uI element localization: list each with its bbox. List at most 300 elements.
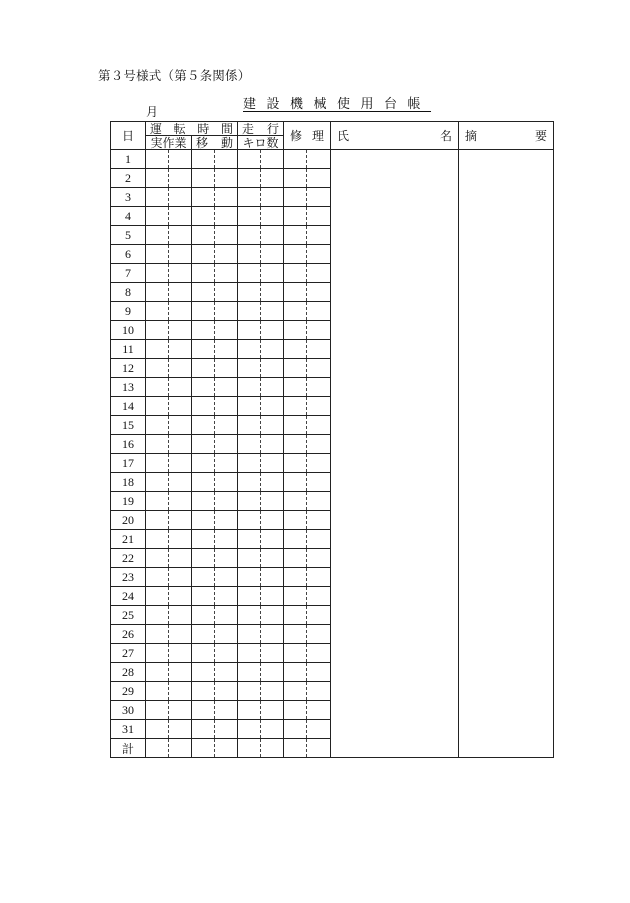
work-entry-cell[interactable]: [169, 606, 192, 625]
summary-column[interactable]: [459, 150, 554, 758]
movement-entry-cell[interactable]: [192, 264, 215, 283]
work-entry-cell[interactable]: [146, 644, 169, 663]
movement-entry-cell[interactable]: [215, 701, 238, 720]
travel-entry-cell[interactable]: [238, 321, 261, 340]
repair-entry-cell[interactable]: [284, 264, 307, 283]
movement-entry-cell[interactable]: [192, 720, 215, 739]
work-entry-cell[interactable]: [169, 340, 192, 359]
movement-entry-cell[interactable]: [192, 150, 215, 169]
repair-entry-cell[interactable]: [307, 226, 331, 245]
work-entry-cell[interactable]: [146, 720, 169, 739]
travel-entry-cell[interactable]: [238, 378, 261, 397]
work-entry-cell[interactable]: [146, 682, 169, 701]
travel-entry-cell[interactable]: [261, 359, 284, 378]
travel-entry-cell[interactable]: [238, 625, 261, 644]
work-entry-cell[interactable]: [169, 416, 192, 435]
repair-entry-cell[interactable]: [307, 340, 331, 359]
work-entry-cell[interactable]: [169, 435, 192, 454]
movement-entry-cell[interactable]: [192, 207, 215, 226]
travel-entry-cell[interactable]: [261, 587, 284, 606]
travel-entry-cell[interactable]: [238, 492, 261, 511]
header-char: 転: [173, 121, 186, 136]
repair-entry-cell[interactable]: [307, 264, 331, 283]
day-cell: 26: [111, 625, 146, 644]
movement-entry-cell[interactable]: [215, 150, 238, 169]
repair-entry-cell[interactable]: [307, 435, 331, 454]
work-entry-cell[interactable]: [169, 587, 192, 606]
day-cell: 30: [111, 701, 146, 720]
repair-entry-cell[interactable]: [284, 188, 307, 207]
travel-entry-cell[interactable]: [261, 682, 284, 701]
work-entry-cell[interactable]: [146, 530, 169, 549]
movement-entry-cell[interactable]: [192, 530, 215, 549]
repair-entry-cell[interactable]: [307, 245, 331, 264]
repair-entry-cell[interactable]: [284, 435, 307, 454]
repair-entry-cell[interactable]: [284, 207, 307, 226]
travel-entry-cell[interactable]: [261, 701, 284, 720]
repair-entry-cell[interactable]: [307, 511, 331, 530]
day-cell: 22: [111, 549, 146, 568]
repair-entry-cell[interactable]: [307, 397, 331, 416]
travel-entry-cell[interactable]: [261, 283, 284, 302]
month-label: 月: [146, 105, 159, 119]
travel-entry-cell[interactable]: [261, 530, 284, 549]
travel-entry-cell[interactable]: [238, 701, 261, 720]
work-entry-cell[interactable]: [169, 511, 192, 530]
day-cell: 11: [111, 340, 146, 359]
work-entry-cell[interactable]: [169, 150, 192, 169]
header-summary-right: 要: [534, 128, 547, 143]
travel-entry-cell[interactable]: [261, 207, 284, 226]
work-entry-cell[interactable]: [169, 378, 192, 397]
travel-entry-cell[interactable]: [238, 682, 261, 701]
movement-entry-cell[interactable]: [192, 397, 215, 416]
travel-entry-cell[interactable]: [261, 568, 284, 587]
ledger-table: [110, 121, 554, 758]
travel-entry-cell[interactable]: [261, 644, 284, 663]
movement-entry-cell[interactable]: [215, 397, 238, 416]
movement-entry-cell[interactable]: [192, 245, 215, 264]
header-char: 時: [197, 121, 210, 136]
repair-entry-cell[interactable]: [284, 359, 307, 378]
form-number-label: 第３号様式（第５条関係）: [98, 68, 251, 83]
repair-entry-cell[interactable]: [284, 473, 307, 492]
movement-entry-cell[interactable]: [192, 549, 215, 568]
repair-entry-cell[interactable]: [307, 568, 331, 587]
work-entry-cell[interactable]: [169, 549, 192, 568]
movement-entry-cell[interactable]: [215, 264, 238, 283]
movement-entry-cell[interactable]: [215, 245, 238, 264]
repair-entry-cell[interactable]: [284, 492, 307, 511]
repair-entry-cell[interactable]: [284, 321, 307, 340]
repair-entry-cell[interactable]: [307, 416, 331, 435]
repair-entry-cell[interactable]: [284, 587, 307, 606]
work-entry-cell[interactable]: [146, 378, 169, 397]
day-cell: 25: [111, 606, 146, 625]
header-name-right: 名: [439, 128, 452, 143]
travel-entry-cell[interactable]: [238, 454, 261, 473]
travel-entry-cell[interactable]: [261, 473, 284, 492]
travel-entry-cell[interactable]: [261, 549, 284, 568]
movement-entry-cell[interactable]: [215, 207, 238, 226]
repair-entry-cell[interactable]: [307, 378, 331, 397]
movement-entry-cell[interactable]: [192, 511, 215, 530]
movement-entry-cell[interactable]: [215, 587, 238, 606]
header-operating-hours-text: [146, 123, 237, 135]
day-cell: 14: [111, 397, 146, 416]
movement-entry-cell[interactable]: [215, 435, 238, 454]
travel-entry-cell[interactable]: [238, 739, 261, 758]
header-summary-left: 摘: [465, 128, 478, 143]
movement-entry-cell[interactable]: [215, 739, 238, 758]
movement-entry-cell[interactable]: [215, 416, 238, 435]
work-entry-cell[interactable]: [146, 169, 169, 188]
repair-entry-cell[interactable]: [307, 188, 331, 207]
work-entry-cell[interactable]: [146, 454, 169, 473]
repair-entry-cell[interactable]: [307, 321, 331, 340]
day-cell: 16: [111, 435, 146, 454]
travel-entry-cell[interactable]: [261, 720, 284, 739]
work-entry-cell[interactable]: [169, 701, 192, 720]
movement-entry-cell[interactable]: [192, 283, 215, 302]
movement-entry-cell[interactable]: [215, 169, 238, 188]
header-char: 運: [150, 121, 163, 136]
movement-entry-cell[interactable]: [192, 644, 215, 663]
travel-entry-cell[interactable]: [238, 264, 261, 283]
work-entry-cell[interactable]: [146, 739, 169, 758]
work-entry-cell[interactable]: [169, 397, 192, 416]
day-cell: 12: [111, 359, 146, 378]
travel-entry-cell[interactable]: [261, 492, 284, 511]
movement-entry-cell[interactable]: [215, 606, 238, 625]
repair-entry-cell[interactable]: [284, 606, 307, 625]
work-entry-cell[interactable]: [169, 321, 192, 340]
travel-entry-cell[interactable]: [238, 511, 261, 530]
movement-entry-cell[interactable]: [215, 226, 238, 245]
day-cell: 19: [111, 492, 146, 511]
work-entry-cell[interactable]: [169, 625, 192, 644]
travel-entry-cell[interactable]: [238, 283, 261, 302]
work-entry-cell[interactable]: [146, 302, 169, 321]
repair-entry-cell[interactable]: [307, 492, 331, 511]
header-char: 間: [220, 121, 233, 136]
repair-entry-cell[interactable]: [284, 625, 307, 644]
work-entry-cell[interactable]: [146, 207, 169, 226]
repair-entry-cell[interactable]: [284, 644, 307, 663]
work-entry-cell[interactable]: [146, 283, 169, 302]
repair-entry-cell[interactable]: [284, 283, 307, 302]
work-entry-cell[interactable]: [146, 321, 169, 340]
repair-entry-cell[interactable]: [307, 454, 331, 473]
travel-entry-cell[interactable]: [261, 739, 284, 758]
document-title: 建設機械使用台帳: [243, 97, 432, 112]
travel-entry-cell[interactable]: [261, 226, 284, 245]
movement-entry-cell[interactable]: [192, 701, 215, 720]
movement-entry-cell[interactable]: [192, 473, 215, 492]
work-entry-cell[interactable]: [169, 739, 192, 758]
work-entry-cell[interactable]: [169, 264, 192, 283]
repair-entry-cell[interactable]: [307, 663, 331, 682]
movement-entry-cell[interactable]: [192, 663, 215, 682]
travel-entry-cell[interactable]: [238, 530, 261, 549]
movement-entry-cell[interactable]: [215, 720, 238, 739]
repair-entry-cell[interactable]: [284, 663, 307, 682]
travel-entry-cell[interactable]: [238, 473, 261, 492]
repair-entry-cell[interactable]: [284, 720, 307, 739]
travel-entry-cell[interactable]: [261, 264, 284, 283]
travel-entry-cell[interactable]: [238, 226, 261, 245]
travel-entry-cell[interactable]: [261, 378, 284, 397]
movement-entry-cell[interactable]: [215, 530, 238, 549]
movement-entry-cell[interactable]: [215, 302, 238, 321]
ledger-body: [111, 150, 554, 758]
work-entry-cell[interactable]: [146, 226, 169, 245]
repair-entry-cell[interactable]: [307, 207, 331, 226]
movement-entry-cell[interactable]: [192, 587, 215, 606]
name-column[interactable]: [331, 150, 459, 758]
work-entry-cell[interactable]: [169, 682, 192, 701]
movement-entry-cell[interactable]: [215, 549, 238, 568]
header-repair-text: [284, 129, 330, 143]
day-cell: 18: [111, 473, 146, 492]
movement-entry-cell[interactable]: [192, 226, 215, 245]
repair-entry-cell[interactable]: [284, 378, 307, 397]
day-cell: 9: [111, 302, 146, 321]
movement-entry-cell[interactable]: [215, 568, 238, 587]
travel-entry-cell[interactable]: [238, 416, 261, 435]
repair-entry-cell[interactable]: [307, 720, 331, 739]
movement-entry-cell[interactable]: [192, 625, 215, 644]
work-entry-cell[interactable]: [146, 568, 169, 587]
day-cell: 31: [111, 720, 146, 739]
work-entry-cell[interactable]: [146, 625, 169, 644]
repair-entry-cell[interactable]: [284, 150, 307, 169]
movement-entry-cell[interactable]: [215, 359, 238, 378]
day-cell: 6: [111, 245, 146, 264]
travel-entry-cell[interactable]: [238, 644, 261, 663]
movement-entry-cell[interactable]: [192, 454, 215, 473]
repair-entry-cell[interactable]: [307, 682, 331, 701]
movement-entry-cell[interactable]: [192, 359, 215, 378]
movement-entry-cell[interactable]: [215, 378, 238, 397]
travel-entry-cell[interactable]: [261, 511, 284, 530]
work-entry-cell[interactable]: [146, 606, 169, 625]
movement-entry-cell[interactable]: [192, 302, 215, 321]
travel-entry-cell[interactable]: [261, 397, 284, 416]
movement-entry-cell[interactable]: [215, 473, 238, 492]
work-entry-cell[interactable]: [169, 492, 192, 511]
travel-entry-cell[interactable]: [238, 150, 261, 169]
movement-entry-cell[interactable]: [192, 340, 215, 359]
travel-entry-cell[interactable]: [261, 188, 284, 207]
header-movement: [192, 136, 238, 150]
day-cell: 21: [111, 530, 146, 549]
repair-entry-cell[interactable]: [307, 701, 331, 720]
work-entry-cell[interactable]: [169, 473, 192, 492]
travel-entry-cell[interactable]: [238, 435, 261, 454]
day-cell: 1: [111, 150, 146, 169]
travel-entry-cell[interactable]: [261, 606, 284, 625]
travel-entry-cell[interactable]: [238, 207, 261, 226]
travel-entry-cell[interactable]: [261, 302, 284, 321]
repair-entry-cell[interactable]: [307, 549, 331, 568]
work-entry-cell[interactable]: [169, 207, 192, 226]
movement-entry-cell[interactable]: [215, 492, 238, 511]
repair-entry-cell[interactable]: [307, 302, 331, 321]
work-entry-cell[interactable]: [169, 530, 192, 549]
repair-entry-cell[interactable]: [307, 530, 331, 549]
day-cell: 2: [111, 169, 146, 188]
repair-entry-cell[interactable]: [284, 340, 307, 359]
header-summary: [459, 122, 554, 150]
movement-entry-cell[interactable]: [215, 644, 238, 663]
travel-entry-cell[interactable]: [261, 169, 284, 188]
header-char: 走: [242, 121, 255, 136]
repair-entry-cell[interactable]: [307, 625, 331, 644]
movement-entry-cell[interactable]: [192, 169, 215, 188]
work-entry-cell[interactable]: [146, 264, 169, 283]
travel-entry-cell[interactable]: [238, 188, 261, 207]
work-entry-cell[interactable]: [146, 359, 169, 378]
repair-entry-cell[interactable]: [284, 454, 307, 473]
travel-entry-cell[interactable]: [238, 720, 261, 739]
day-cell: 23: [111, 568, 146, 587]
work-entry-cell[interactable]: [169, 568, 192, 587]
work-entry-cell[interactable]: [169, 720, 192, 739]
travel-entry-cell[interactable]: [261, 416, 284, 435]
day-cell: 17: [111, 454, 146, 473]
repair-entry-cell[interactable]: [307, 359, 331, 378]
repair-entry-cell[interactable]: [307, 169, 331, 188]
repair-entry-cell[interactable]: [284, 511, 307, 530]
work-entry-cell[interactable]: [146, 150, 169, 169]
work-entry-cell[interactable]: [146, 663, 169, 682]
work-entry-cell[interactable]: [146, 549, 169, 568]
work-entry-cell[interactable]: [146, 188, 169, 207]
repair-entry-cell[interactable]: [284, 701, 307, 720]
work-entry-cell[interactable]: [146, 492, 169, 511]
work-entry-cell[interactable]: [169, 359, 192, 378]
movement-entry-cell[interactable]: [215, 283, 238, 302]
repair-entry-cell[interactable]: [307, 644, 331, 663]
day-cell: 5: [111, 226, 146, 245]
repair-entry-cell[interactable]: [284, 169, 307, 188]
movement-entry-cell[interactable]: [192, 321, 215, 340]
repair-entry-cell[interactable]: [284, 568, 307, 587]
day-cell: 10: [111, 321, 146, 340]
work-entry-cell[interactable]: [169, 226, 192, 245]
work-entry-cell[interactable]: [169, 169, 192, 188]
travel-entry-cell[interactable]: [261, 454, 284, 473]
repair-entry-cell[interactable]: [284, 739, 307, 758]
travel-entry-cell[interactable]: [238, 663, 261, 682]
travel-entry-cell[interactable]: [261, 663, 284, 682]
day-cell: 8: [111, 283, 146, 302]
work-entry-cell[interactable]: [146, 473, 169, 492]
travel-entry-cell[interactable]: [261, 340, 284, 359]
work-entry-cell[interactable]: [146, 511, 169, 530]
movement-entry-cell[interactable]: [215, 454, 238, 473]
repair-entry-cell[interactable]: [307, 283, 331, 302]
travel-entry-cell[interactable]: [238, 606, 261, 625]
movement-entry-cell[interactable]: [192, 492, 215, 511]
movement-entry-cell[interactable]: [192, 606, 215, 625]
movement-entry-cell[interactable]: [192, 568, 215, 587]
repair-entry-cell[interactable]: [284, 530, 307, 549]
repair-entry-cell[interactable]: [307, 587, 331, 606]
table-row: [111, 150, 554, 169]
work-entry-cell[interactable]: [169, 302, 192, 321]
repair-entry-cell[interactable]: [284, 245, 307, 264]
work-entry-cell[interactable]: [146, 587, 169, 606]
work-entry-cell[interactable]: [169, 454, 192, 473]
header-movement-text: [192, 137, 237, 149]
repair-entry-cell[interactable]: [284, 682, 307, 701]
repair-entry-cell[interactable]: [307, 473, 331, 492]
travel-entry-cell[interactable]: [261, 321, 284, 340]
repair-entry-cell[interactable]: [284, 397, 307, 416]
work-entry-cell[interactable]: [169, 245, 192, 264]
movement-entry-cell[interactable]: [215, 682, 238, 701]
day-cell: 29: [111, 682, 146, 701]
travel-entry-cell[interactable]: [238, 169, 261, 188]
movement-entry-cell[interactable]: [192, 416, 215, 435]
repair-entry-cell[interactable]: [284, 416, 307, 435]
travel-entry-cell[interactable]: [238, 549, 261, 568]
movement-entry-cell[interactable]: [192, 739, 215, 758]
work-entry-cell[interactable]: [169, 188, 192, 207]
travel-entry-cell[interactable]: [238, 302, 261, 321]
movement-entry-cell[interactable]: [192, 682, 215, 701]
repair-entry-cell[interactable]: [284, 302, 307, 321]
movement-entry-cell[interactable]: [215, 663, 238, 682]
travel-entry-cell[interactable]: [261, 245, 284, 264]
travel-entry-cell[interactable]: [238, 587, 261, 606]
header-travel-line2: キロ数: [238, 136, 284, 150]
movement-entry-cell[interactable]: [192, 435, 215, 454]
work-entry-cell[interactable]: [146, 340, 169, 359]
work-entry-cell[interactable]: [169, 663, 192, 682]
work-entry-cell[interactable]: [146, 701, 169, 720]
travel-entry-cell[interactable]: [238, 568, 261, 587]
work-entry-cell[interactable]: [146, 435, 169, 454]
repair-entry-cell[interactable]: [307, 150, 331, 169]
repair-entry-cell[interactable]: [307, 739, 331, 758]
travel-entry-cell[interactable]: [238, 340, 261, 359]
repair-entry-cell[interactable]: [307, 606, 331, 625]
travel-entry-cell[interactable]: [261, 625, 284, 644]
repair-entry-cell[interactable]: [284, 226, 307, 245]
travel-entry-cell[interactable]: [261, 150, 284, 169]
travel-entry-cell[interactable]: [261, 435, 284, 454]
movement-entry-cell[interactable]: [215, 188, 238, 207]
travel-entry-cell[interactable]: [238, 397, 261, 416]
repair-entry-cell[interactable]: [284, 549, 307, 568]
work-entry-cell[interactable]: [169, 644, 192, 663]
work-entry-cell[interactable]: [146, 397, 169, 416]
travel-entry-cell[interactable]: [238, 359, 261, 378]
work-entry-cell[interactable]: [146, 245, 169, 264]
work-entry-cell[interactable]: [146, 416, 169, 435]
movement-entry-cell[interactable]: [215, 340, 238, 359]
work-entry-cell[interactable]: [169, 283, 192, 302]
movement-entry-cell[interactable]: [215, 321, 238, 340]
movement-entry-cell[interactable]: [192, 378, 215, 397]
travel-entry-cell[interactable]: [238, 245, 261, 264]
movement-entry-cell[interactable]: [215, 625, 238, 644]
movement-entry-cell[interactable]: [192, 188, 215, 207]
movement-entry-cell[interactable]: [215, 511, 238, 530]
